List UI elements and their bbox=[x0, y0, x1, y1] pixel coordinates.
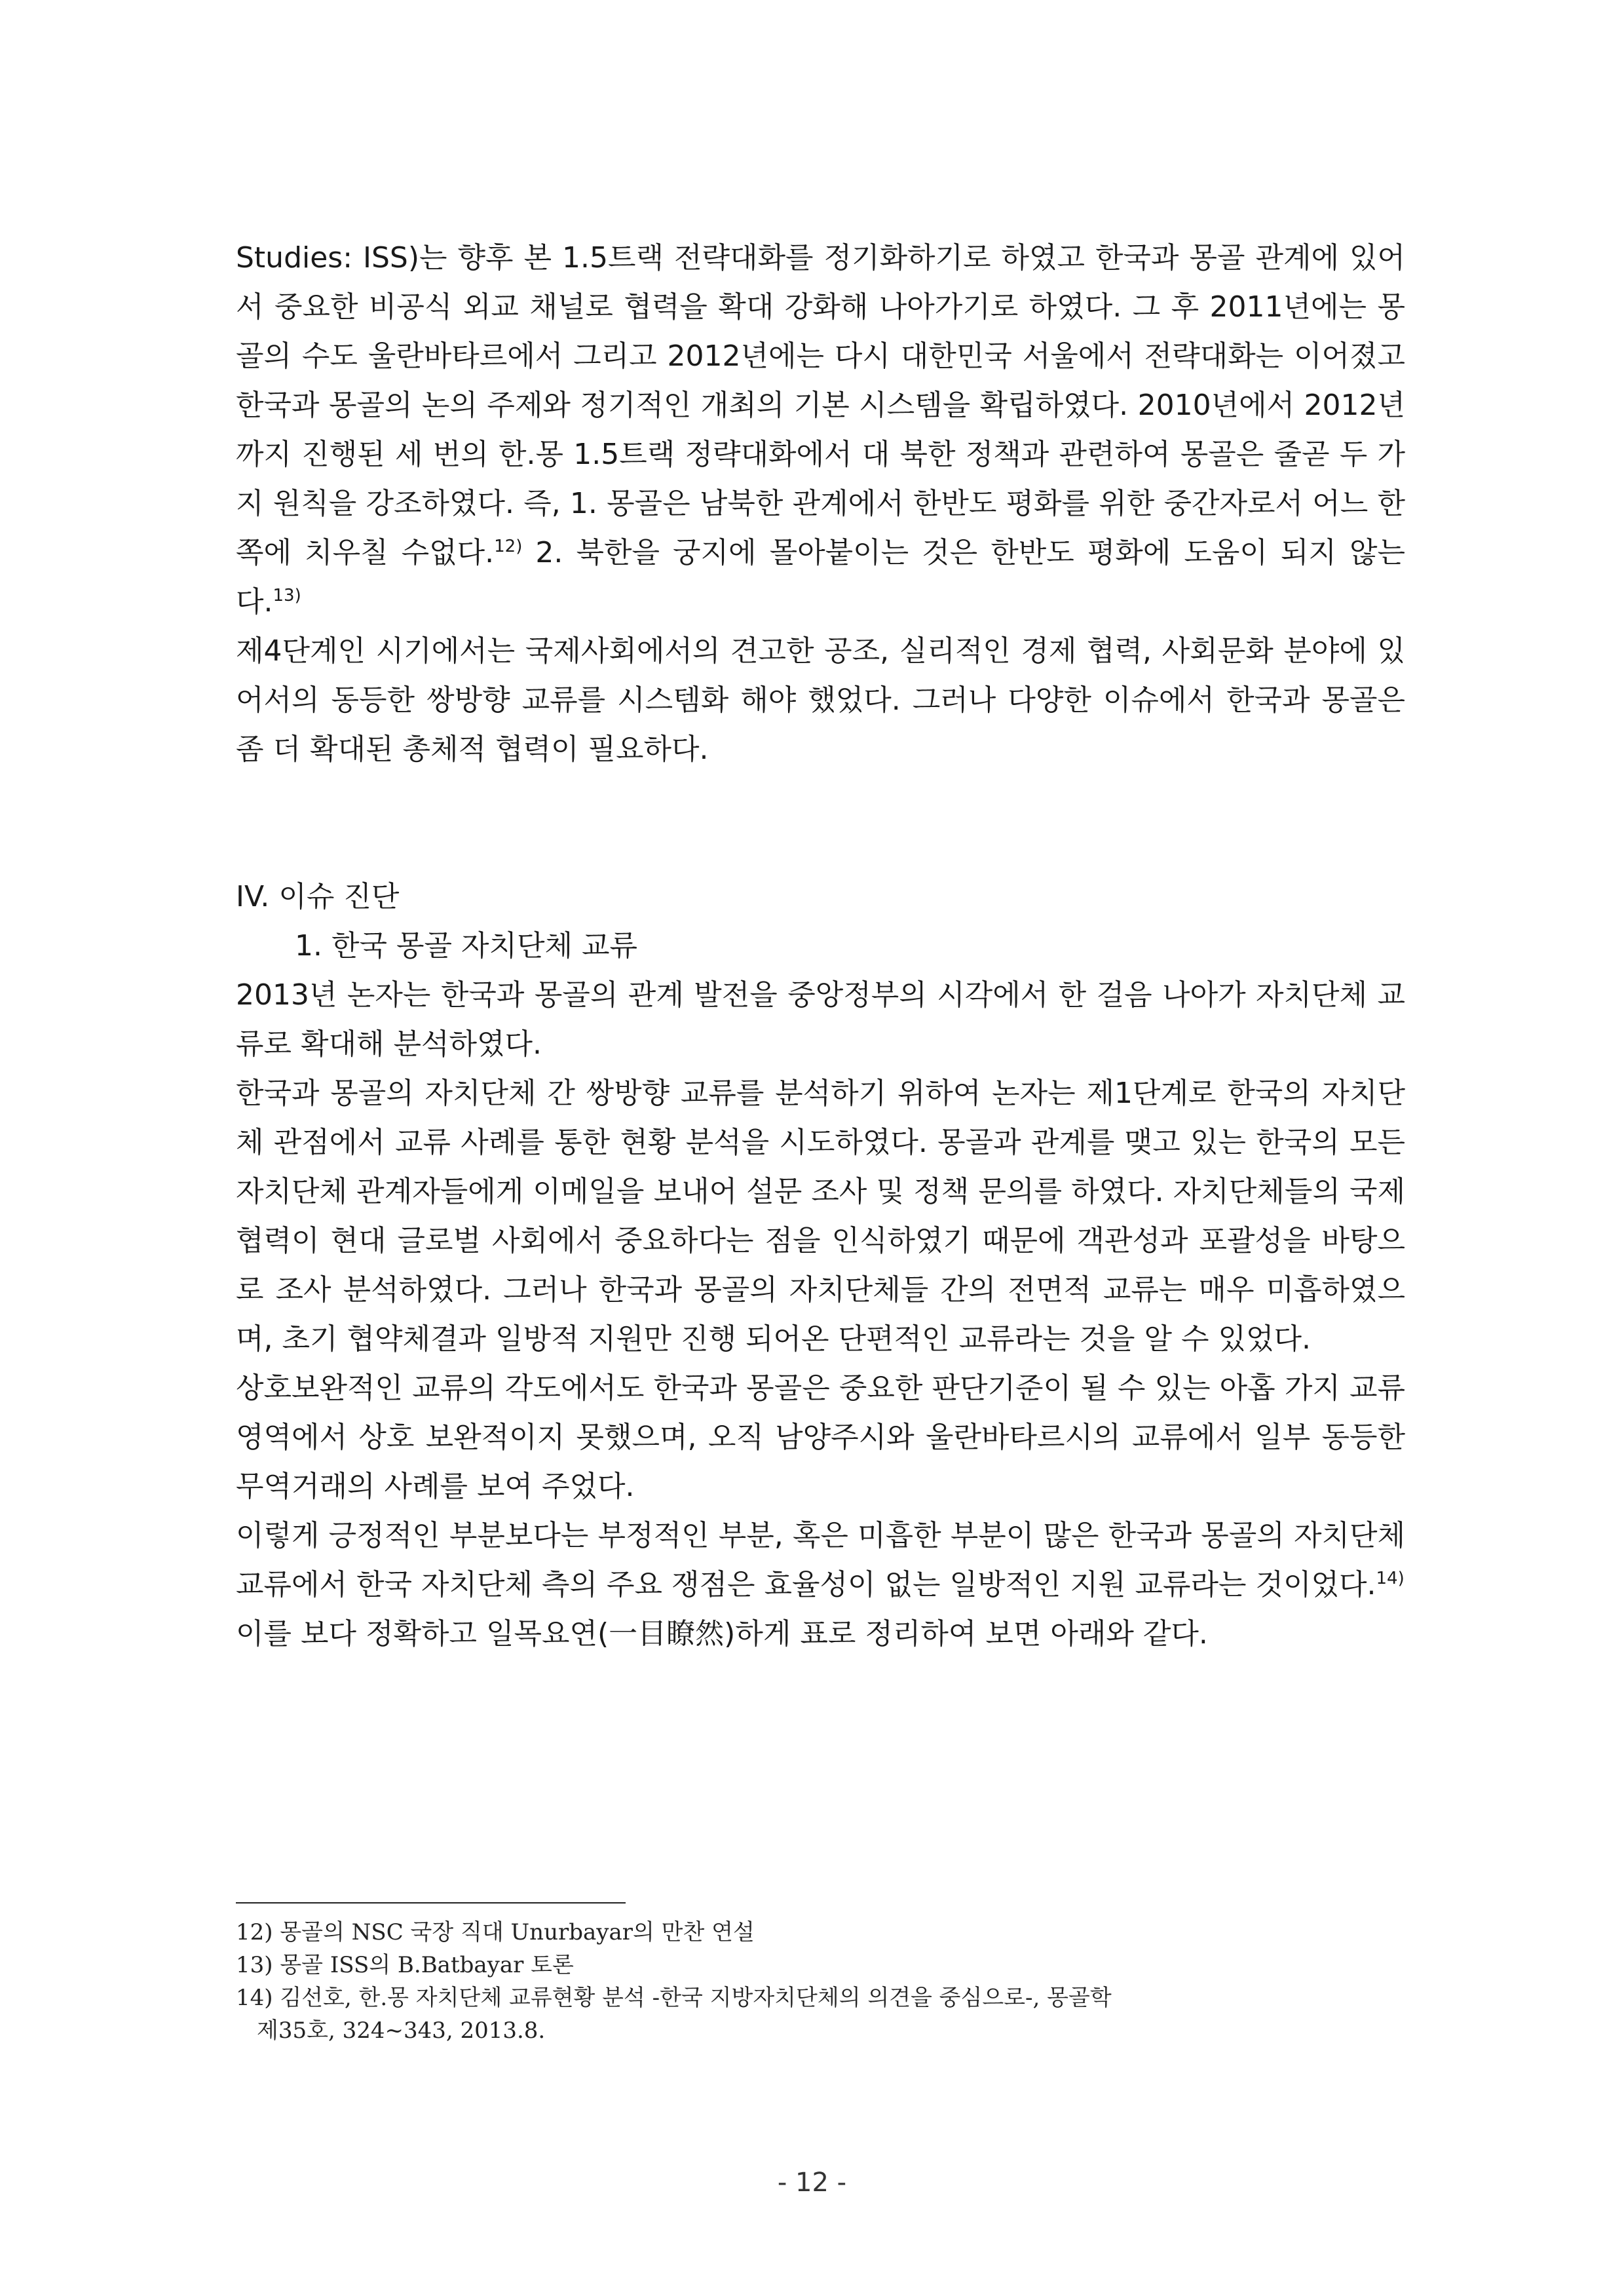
paragraph-1 bbox=[236, 233, 1405, 626]
body-text bbox=[236, 233, 1405, 1658]
paragraph-6-text: 이렇게 긍정적인 부분보다는 부정적인 부분, 혹은 미흡한 부분이 많은 한국과 몽골의 자치단체 교류에서 한국 자치단체 측의 주요 쟁점은 효율성이 없는 일방적인 지원 교류라는 것이었다. bbox=[236, 1519, 1405, 1601]
section-gap bbox=[236, 774, 1405, 872]
paragraph-6 bbox=[236, 1511, 1405, 1609]
footnote-ref-14[interactable]: 14) bbox=[1376, 1569, 1405, 1588]
paragraph-4: 한국과 몽골의 자치단체 간 쌍방향 교류를 분석하기 위하여 논자는 제1단계로 한국의 자치단체 관점에서 교류 사례를 통한 현황 분석을 시도하였다. 몽골과 관계를 맺고 있는 한국의 모든 자치단체 관계자들에게 이메일을 보내어 설문 조사 및 정책 문의를 하였다. 자치단체들의 국제협력이 현대 글로벌 사회에서 중요하다는 점을 인식하였기 때문에 객관성과 포괄성을 바탕으로 조사 분석하였다. 그러나 한국과 몽골의 자치단체들 간의 전면적 교류는 매우 미흡하였으며, 초기 협약체결과 일방적 지원만 진행 되어온 단편적인 교류라는 것을 알 수 있었다. bbox=[236, 1077, 1405, 1356]
footnote-ref-13[interactable]: 13) bbox=[273, 586, 301, 605]
footnote-divider bbox=[236, 1902, 626, 1904]
section-heading: IV. 이슈 진단 bbox=[236, 880, 400, 913]
paragraph-3: 2013년 논자는 한국과 몽골의 관계 발전을 중앙정부의 시각에서 한 걸음 나아가 자치단체 교류로 확대해 분석하였다. bbox=[236, 978, 1405, 1061]
footnote-14-text: 14) 김선호, 한.몽 자치단체 교류현황 분석 -한국 지방자치단체의 의견을 중심으로-, 몽골학 bbox=[236, 1985, 1112, 2011]
footnotes bbox=[236, 1916, 1405, 2047]
paragraph-7: 이를 보다 정확하고 일목요연(一目瞭然)하게 표로 정리하여 보면 아래와 같다. bbox=[236, 1617, 1208, 1651]
footnote-12: 12) 몽골의 NSC 국장 직대 Unurbayar의 만찬 연설 bbox=[236, 1919, 755, 1945]
footnote-14-continuation: 제35호, 324~343, 2013.8. bbox=[257, 2018, 546, 2044]
page-number: - 12 - bbox=[777, 2168, 847, 2198]
paragraph-2: 제4단계인 시기에서는 국제사회에서의 견고한 공조, 실리적인 경제 협력, 사회문화 분야에 있어서의 동등한 쌍방향 교류를 시스템화 해야 했었다. 그러나 다양한 이슈에서 한국과 몽골은 좀 더 확대된 총체적 협력이 필요하다. bbox=[236, 634, 1405, 766]
paragraph-1-text-b: 2. 북한을 궁지에 몰아붙이는 것은 한반도 평화에 도움이 되지 않는다. bbox=[236, 536, 1405, 619]
paragraph-5: 상호보완적인 교류의 각도에서도 한국과 몽골은 중요한 판단기준이 될 수 있는 아홉 가지 교류 영역에서 상호 보완적이지 못했으며, 오직 남양주시와 울란바타르시의 교류에서 일부 동등한 무역거래의 사례를 보여 주었다. bbox=[236, 1371, 1405, 1503]
footnote-14 bbox=[236, 1981, 1405, 2047]
footnote-13: 13) 몽골 ISS의 B.Batbayar 토론 bbox=[236, 1952, 574, 1978]
paragraph-1-text: Studies: ISS)는 향후 본 1.5트랙 전략대화를 정기화하기로 하였고 한국과 몽골 관계에 있어서 중요한 비공식 외교 채널로 협력을 확대 강화해 나아가기로 하였다. 그 후 2011년에는 몽골의 수도 울란바타르에서 그리고 2012년에는 다시 대한민국 서울에서 전략대화는 이어졌고 한국과 몽골의 논의 주제와 정기적인 개최의 기본 시스템을 확립하였다. 2010년에서 2012년까지 진행된 세 번의 한.몽 1.5트랙 정략대화에서 대 북한 정책과 관련하여 몽골은 줄곧 두 가지 원칙을 강조하였다. 즉, 1. 몽골은 남북한 관계에서 한반도 평화를 위한 중간자로서 어느 한쪽에 치우칠 수없다. bbox=[236, 241, 1406, 569]
footnote-ref-12[interactable]: 12) bbox=[494, 537, 523, 556]
subsection-heading: 1. 한국 몽골 자치단체 교류 bbox=[295, 929, 637, 963]
